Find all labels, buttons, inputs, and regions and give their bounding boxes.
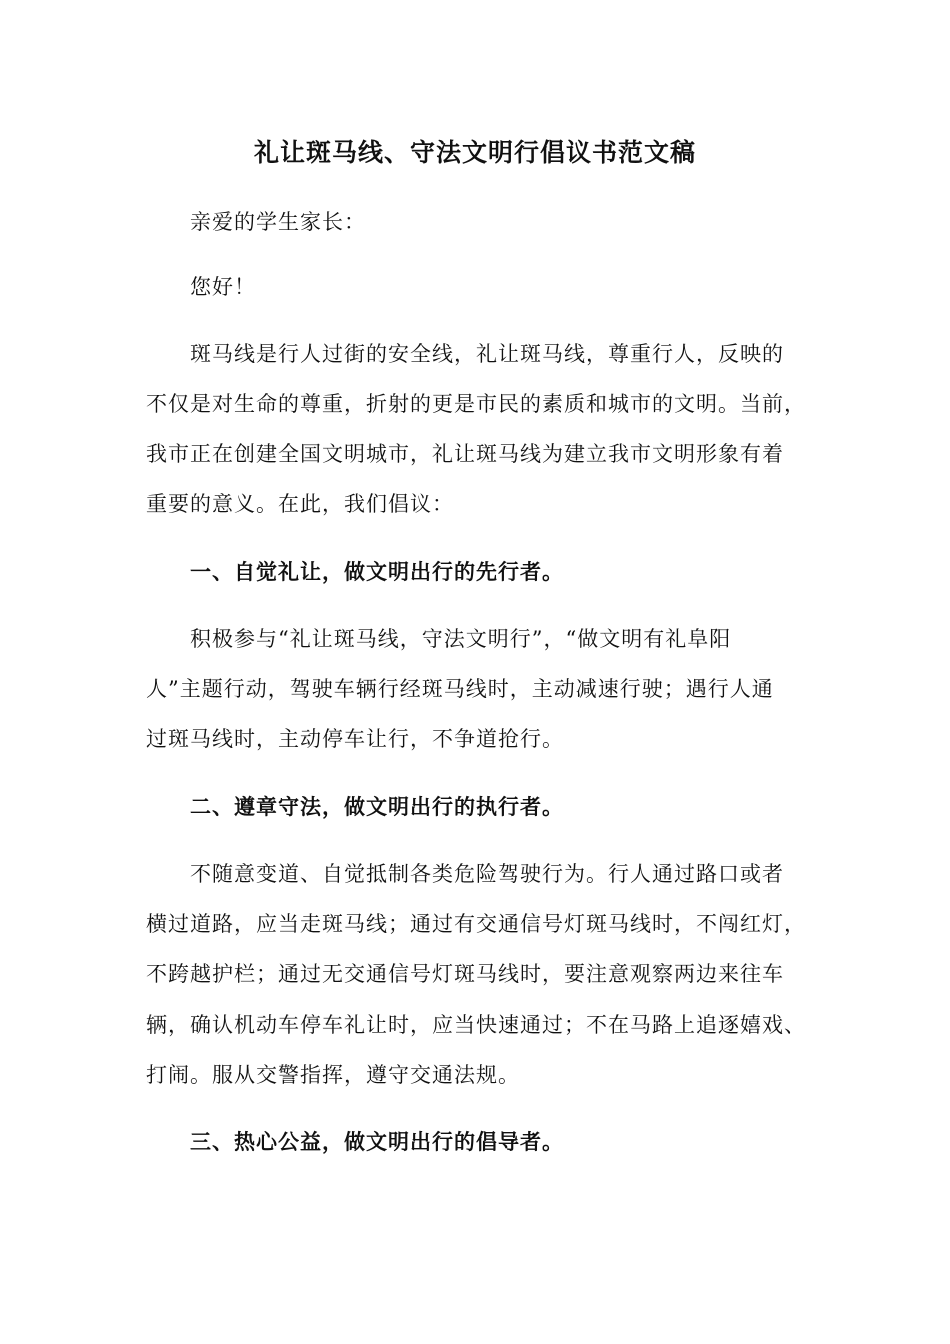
paragraph-1-line-4: 重要的意义。在此，我们倡议： [146,492,454,516]
paragraph-1-line-1: 斑马线是行人过街的安全线，礼让斑马线，尊重行人，反映的 [190,342,784,366]
section-heading-1: 一、自觉礼让，做文明出行的先行者。 [190,559,564,584]
paragraph-3-line-5: 打闹。服从交警指挥，遵守交通法规。 [146,1063,520,1087]
document-title: 礼让斑马线、守法文明行倡议书范文稿 [253,138,696,167]
paragraph-1-line-3: 我市正在创建全国文明城市，礼让斑马线为建立我市文明形象有着 [146,442,784,466]
paragraph-1-line-2: 不仅是对生命的尊重，折射的更是市民的素质和城市的文明。当前， [146,392,806,416]
section-heading-3: 三、热心公益，做文明出行的倡导者。 [190,1129,564,1154]
paragraph-2-line-1: 积极参与“礼让斑马线，守法文明行”，“做文明有礼阜阳 [190,627,732,651]
paragraph-3-line-1: 不随意变道、自觉抵制各类危险驾驶行为。行人通过路口或者 [190,862,784,886]
paragraph-3-line-4: 辆，确认机动车停车礼让时，应当快速通过；不在马路上追逐嬉戏、 [146,1013,806,1037]
section-heading-2: 二、遵章守法，做文明出行的执行者。 [190,794,564,819]
paragraph-3-line-2: 横过道路，应当走斑马线；通过有交通信号灯斑马线时，不闯红灯， [146,912,806,936]
salutation: 亲爱的学生家长： [190,210,366,234]
paragraph-3-line-3: 不跨越护栏；通过无交通信号灯斑马线时，要注意观察两边来往车 [146,962,784,986]
paragraph-2-line-3: 过斑马线时，主动停车让行，不争道抢行。 [146,727,564,751]
greeting: 您好！ [190,275,256,299]
paragraph-2-line-2: 人”主题行动，驾驶车辆行经斑马线时，主动减速行驶；遇行人通 [146,677,774,701]
